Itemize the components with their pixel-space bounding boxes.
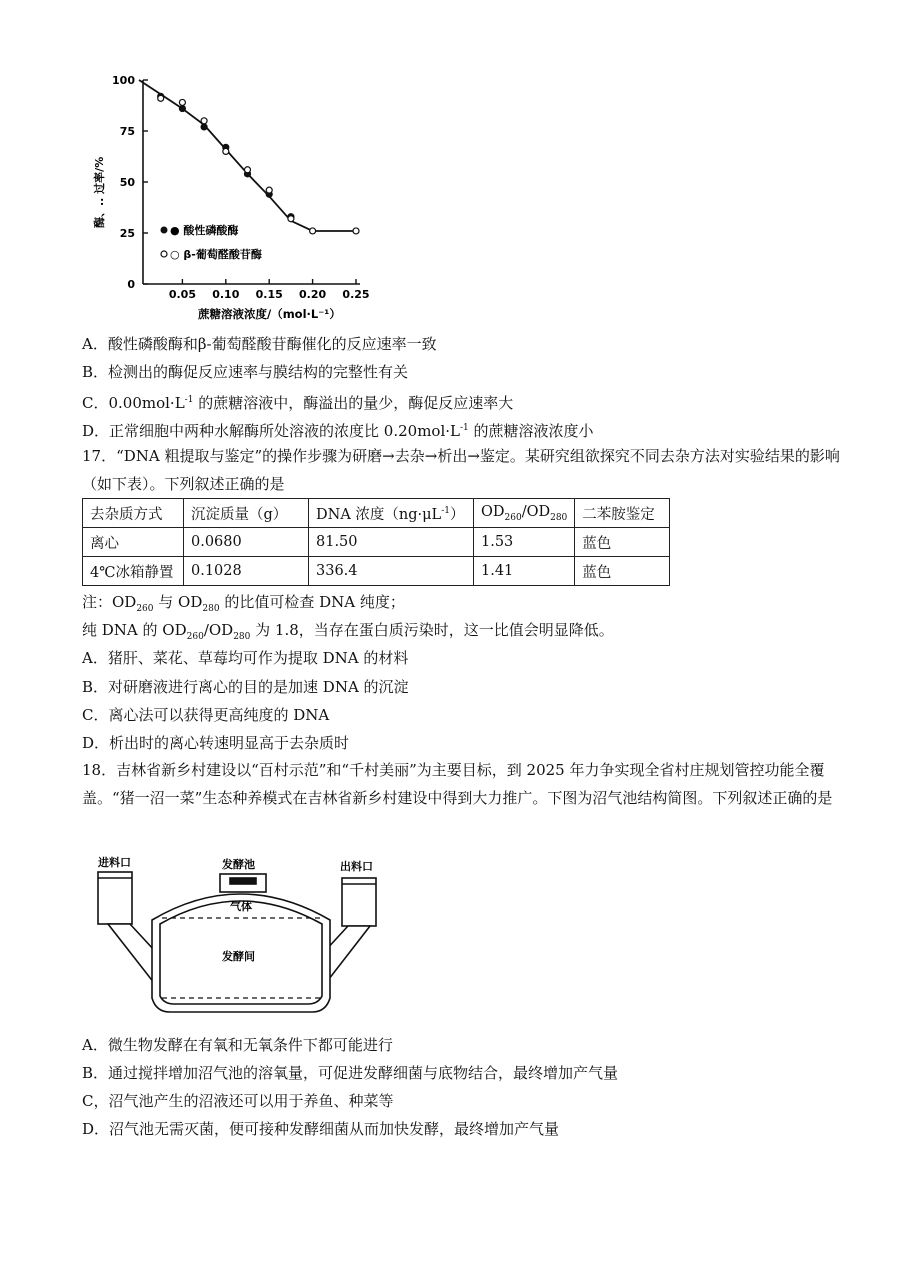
table-header-cell: $OD_{260}/OD_{280}$	[474, 499, 575, 528]
y-tick-label: 25	[119, 227, 135, 240]
inlet-label: 进料口	[98, 856, 131, 869]
glucuronidase-point	[288, 216, 294, 222]
glucuronidase-point	[245, 167, 251, 173]
legend-item-acid-phosphatase: ● 酸性磷酸酶	[170, 224, 239, 237]
table-cell: 1.41	[474, 557, 575, 586]
q17-table	[82, 498, 670, 586]
legend-marker-open	[161, 251, 167, 257]
acid-phosphatase-point	[179, 106, 185, 112]
glucuronidase-point	[310, 228, 316, 234]
table-header-cell: 二苯胺鉴定	[575, 499, 670, 528]
table-row	[83, 557, 670, 586]
table-header-cell: 沉淀质量（g）	[184, 499, 309, 528]
q16-option-c: C．$0.00mol\cdot L^{-1}$ 的蔗糖溶液中，酶溢出的量少，酶促反应速率大	[82, 394, 514, 412]
q18-option-b: B．通过搅拌增加沼气池的溶氧量，可促进发酵细菌与底物结合，最终增加产气量	[82, 1064, 619, 1082]
acid-phosphatase-point	[201, 124, 207, 130]
q16-option-a: A．酸性磷酸酶和β-葡萄醛酸苷酶催化的反应速率一致	[82, 335, 437, 353]
legend-item-glucuronidase: ○ β-葡萄醛酸苷酶	[170, 248, 262, 261]
q18-option-c: C，沼气池产生的沼液还可以用于养鱼、种菜等	[82, 1092, 394, 1110]
table-cell: 0.1028	[184, 557, 309, 586]
enzyme-chart	[0, 0, 900, 330]
y-tick-label: 0	[127, 278, 135, 291]
glucuronidase-point	[266, 187, 272, 193]
biogas-digester-diagram	[90, 848, 390, 1018]
q17-note-line-2: 纯 DNA 的 $OD_{260}/OD_{280}$ 为 1.8，当存在蛋白质污染时，这一比值会明显降低。	[82, 621, 614, 642]
chamber-label: 发酵间	[222, 950, 255, 963]
q17-option-d: D．析出时的离心转速明显高于去杂质时	[82, 734, 350, 752]
table-cell: 离心	[83, 528, 184, 557]
q17-option-c: C．离心法可以获得更高纯度的 DNA	[82, 706, 330, 724]
table-cell: 336.4	[309, 557, 474, 586]
glucuronidase-point	[223, 148, 229, 154]
glucuronidase-point	[353, 228, 359, 234]
pool-label: 发酵池	[222, 858, 255, 871]
chart-ticks	[112, 74, 370, 301]
table-header-cell: 去杂质方式	[83, 499, 184, 528]
q16-option-d: D．正常细胞中两种水解酶所处溶液的浓度比 $0.20mol\cdot L^{-1}$ 的蔗糖溶液浓度小	[82, 422, 594, 440]
x-tick-label: 0.10	[212, 288, 240, 301]
y-axis-label: 酶、.. 过率/%	[93, 156, 106, 228]
q18-option-a: A．微生物发酵在有氧和无氧条件下都可能进行	[82, 1036, 393, 1054]
x-tick-label: 0.15	[255, 288, 283, 301]
glucuronidase-point	[179, 99, 185, 105]
glucuronidase-point	[158, 95, 164, 101]
table-cell: 1.53	[474, 528, 575, 557]
x-tick-label: 0.25	[342, 288, 370, 301]
table-header-cell: DNA 浓度$(ng\cdot\mu L^{-1})$	[309, 499, 474, 528]
x-tick-label: 0.05	[168, 288, 196, 301]
q17-note-line-1: 注：$OD_{260}$ 与 $OD_{280}$ 的比值可检查 DNA 纯度；	[82, 593, 405, 614]
table-cell: 81.50	[309, 528, 474, 557]
table-cell: 蓝色	[575, 528, 670, 557]
legend-marker-filled	[161, 227, 167, 233]
gas-label: 气体	[230, 900, 252, 913]
outlet-box	[342, 878, 376, 926]
y-tick-label: 100	[112, 74, 135, 87]
q17-option-b: B．对研磨液进行离心的目的是加速 DNA 的沉淀	[82, 678, 409, 696]
inlet-box	[98, 872, 132, 924]
table-cell: 蓝色	[575, 557, 670, 586]
y-tick-label: 50	[119, 176, 135, 189]
q16-option-b: B．检测出的酶促反应速率与膜结构的完整性有关	[82, 363, 409, 381]
q17-option-a: A．猪肝、菜花、草莓均可作为提取 DNA 的材料	[82, 649, 409, 667]
x-tick-label: 0.20	[299, 288, 327, 301]
q18-stem: 18．吉林省新乡村建设以“百村示范”和“千村美丽”为主要目标，到 2025 年力争实现全省村庄规划管控功能全覆盖。“猪一沼一菜”生态种养模式在吉林省新乡村建设中得到大力推广。下图为沼气池结构简图。下列叙述正确的是	[82, 761, 833, 807]
q18-option-d: D．沼气池无需灭菌，便可接种发酵细菌从而加快发酵，最终增加产气量	[82, 1120, 560, 1138]
table-cell: 4℃冰箱静置	[83, 557, 184, 586]
table-cell: 0.0680	[184, 528, 309, 557]
table-row	[83, 528, 670, 557]
glucuronidase-point	[201, 118, 207, 124]
outlet-label: 出料口	[340, 860, 373, 873]
x-axis-label: 蔗糖溶液浓度/（mol·L⁻¹）	[198, 307, 341, 321]
y-tick-label: 75	[119, 125, 135, 138]
q17-stem: 17．“DNA 粗提取与鉴定”的操作步骤为研磨→去杂→析出→鉴定。某研究组欲探究不同去杂方法对实验结果的影响（如下表）。下列叙述正确的是	[82, 447, 840, 493]
table-header-row	[83, 499, 670, 528]
chart-curve	[139, 80, 356, 231]
